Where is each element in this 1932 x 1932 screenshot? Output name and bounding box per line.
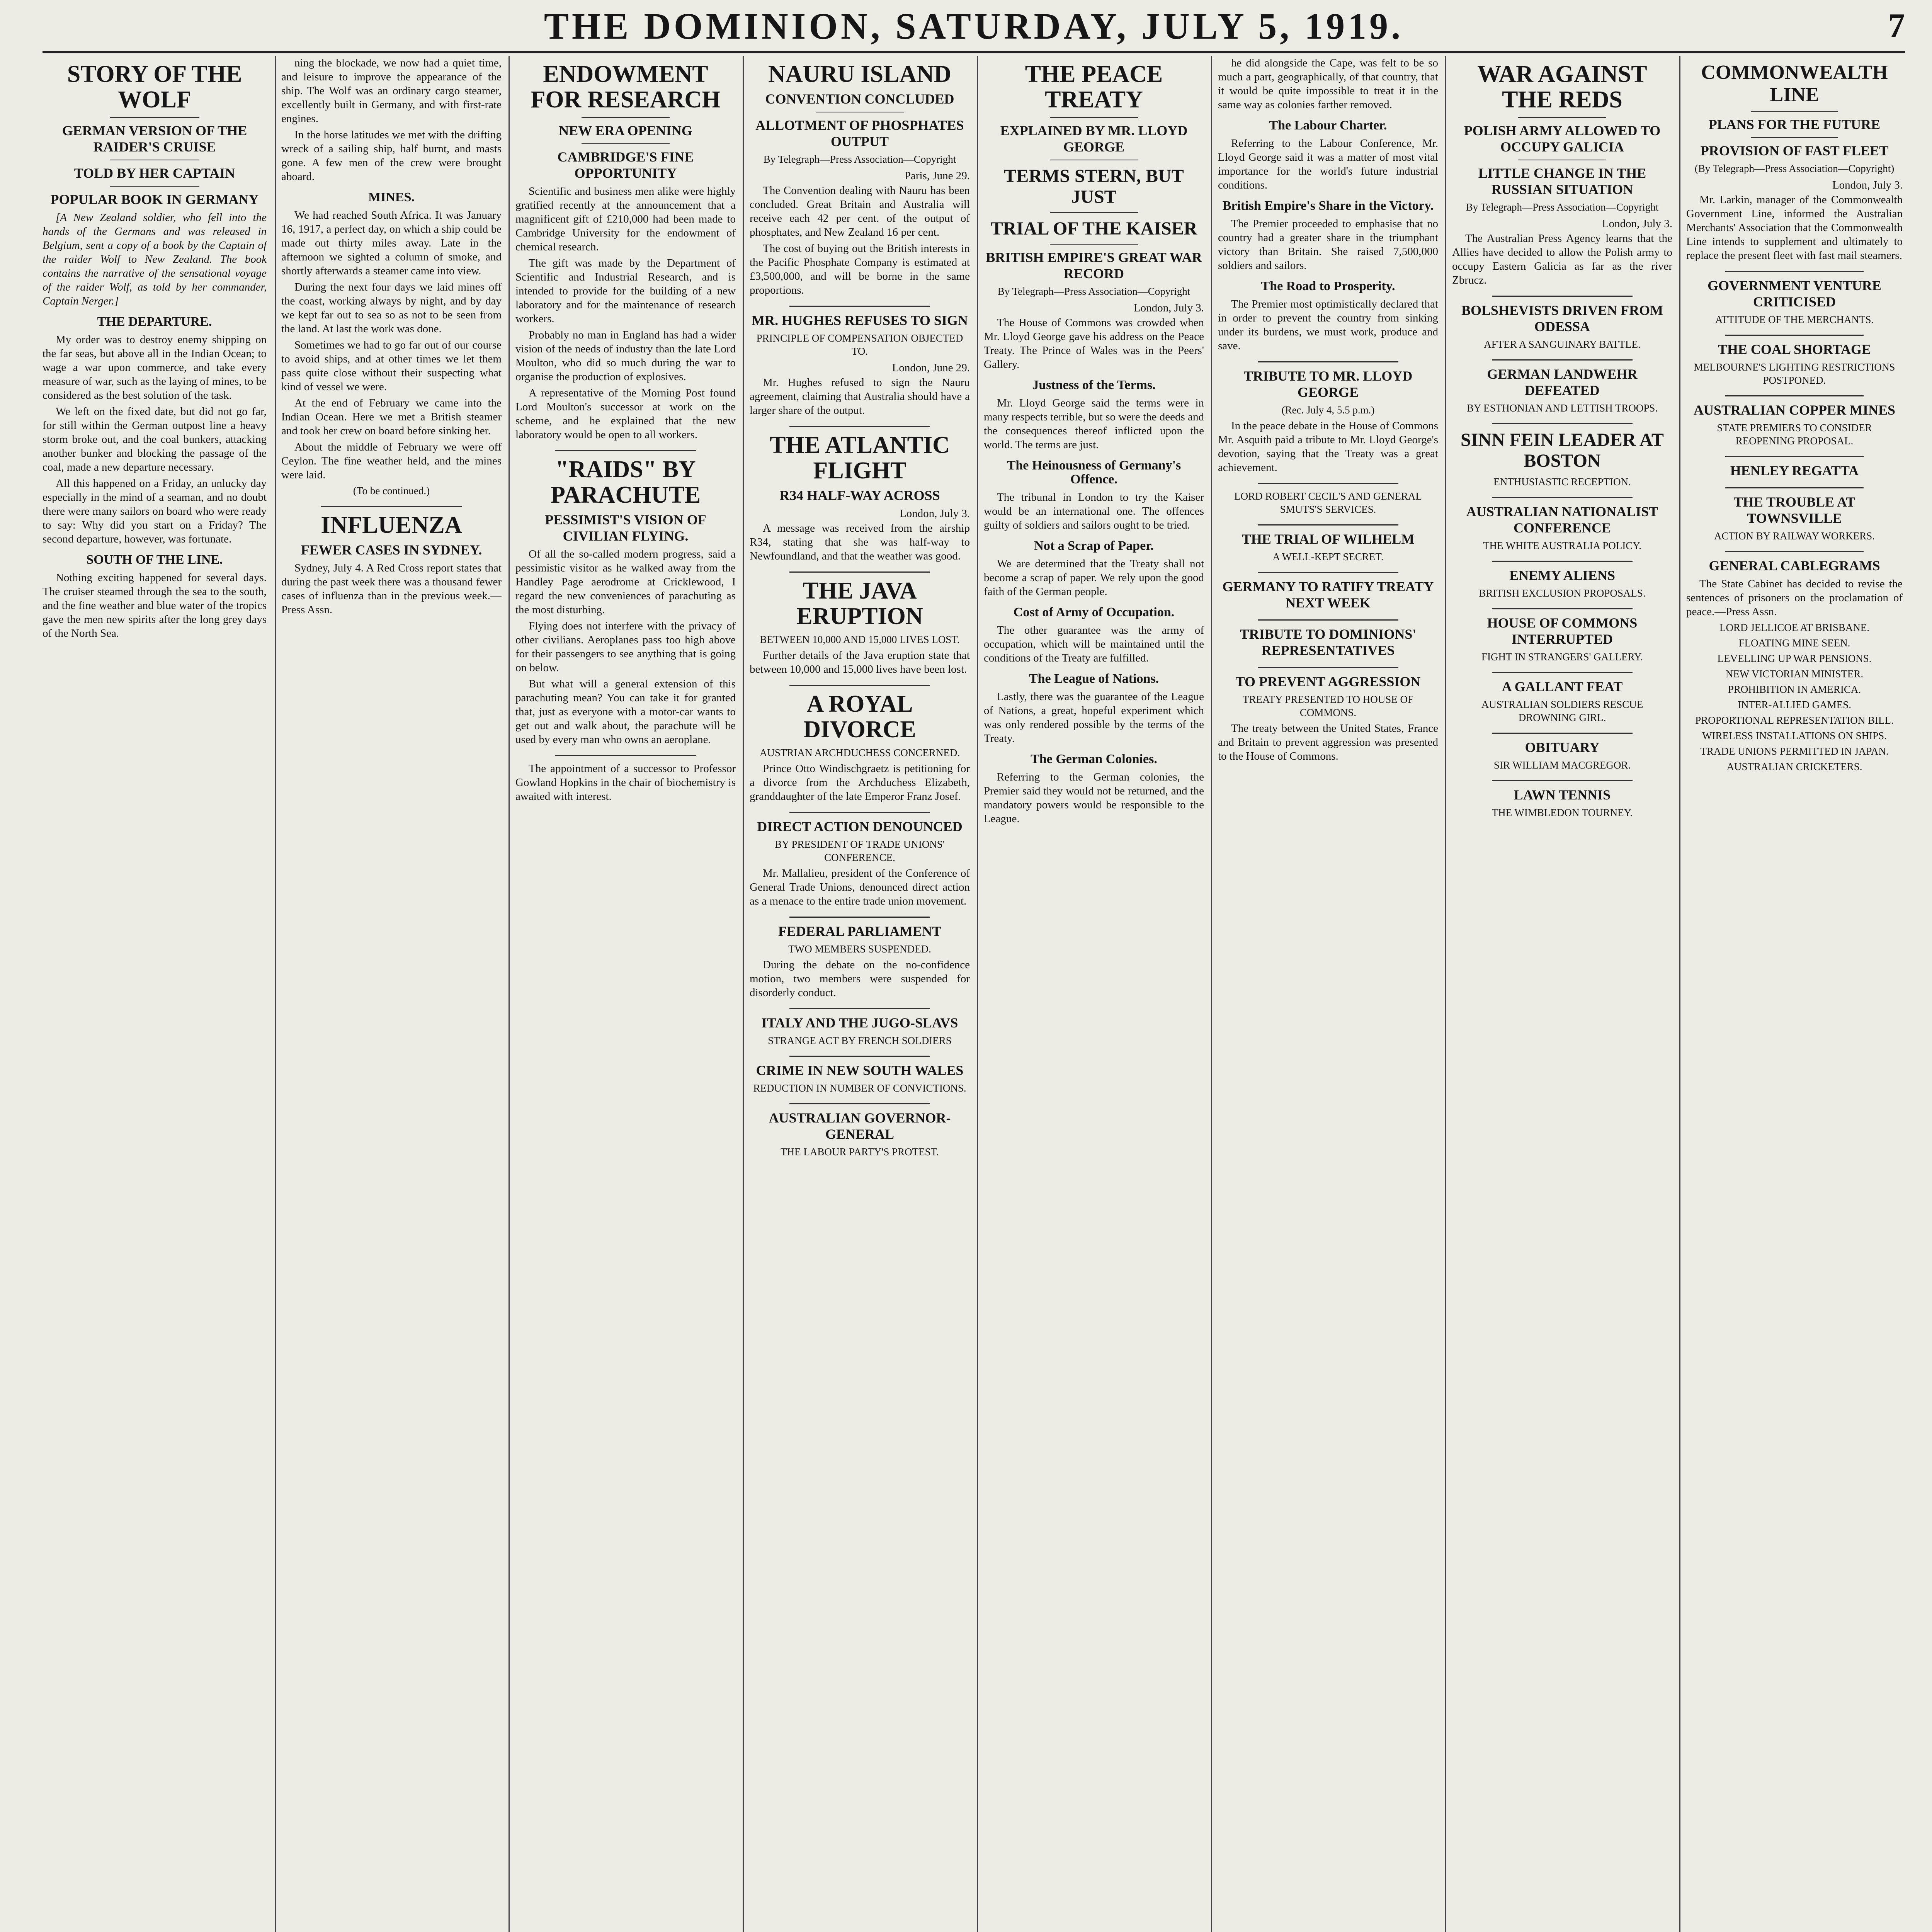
article-subheadline: TWO MEMBERS SUSPENDED. <box>788 943 931 955</box>
article-subheadline: EXPLAINED BY MR. LLOYD GEORGE <box>1000 123 1188 155</box>
column-rule <box>275 56 276 1932</box>
paragraph: Flying does not interfere with the privacy of other civilians. Aeroplanes pass too high above for their passengers to see anything that is going on below. <box>515 620 736 674</box>
divider <box>789 1056 930 1057</box>
article-headline: "RAIDS" BY PARACHUTE <box>550 456 701 508</box>
column-7 <box>1452 56 1672 1932</box>
article-subheadline: PLANS FOR THE FUTURE <box>1708 117 1881 132</box>
paragraph: My order was to destroy enemy shipping on the far seas, but above all in the Indian Ocean; to wage a war upon commerce, and take every measure of war, such as the laying of mines, to be considered as the best solution of the task. <box>43 333 267 401</box>
paragraph: A representative of the Morning Post found Lord Moulton's successor at work on the scheme, and he explained that the new laboratory would be open to all workers. <box>515 387 736 441</box>
divider <box>1258 667 1399 668</box>
article-headline: LAWN TENNIS <box>1514 787 1611 803</box>
article-headline: GERMAN LANDWEHR DEFEATED <box>1487 366 1638 398</box>
cable-heading: LORD JELLICOE AT BRISBANE. <box>1719 622 1870 633</box>
dateline: London, July 3. <box>899 507 970 520</box>
divider <box>1492 733 1633 734</box>
divider <box>1725 335 1864 336</box>
paragraph: A message was received from the airship R34, stating that she was half-way to Newfoundland, and that the weather was good. <box>750 522 970 562</box>
paragraph: Nothing exciting happened for several days. The cruiser steamed through the sea to the south, and the fine weather and blue water of the tropics gave the men new spirits after the long grey days of the North Sea. <box>43 571 267 639</box>
column-2 <box>281 56 502 1932</box>
article-subheadline: THE WIMBLEDON TOURNEY. <box>1492 807 1633 818</box>
column-8 <box>1686 56 1903 1932</box>
divider <box>1050 117 1138 118</box>
article-headline: HOUSE OF COMMONS INTERRUPTED <box>1487 615 1638 647</box>
paragraph: We had reached South Africa. It was January 16, 1917, a perfect day, on which a ship could be made out thirty miles away. Late in the afternoon we sighted a column of smoke, and shortly afterwards a steamer came into view. <box>281 209 502 277</box>
article-subheadline: BY PRESIDENT OF TRADE UNIONS' CONFERENCE. <box>775 838 945 863</box>
article-headline: INFLUENZA <box>321 512 462 538</box>
column-rule <box>743 56 744 1932</box>
article-headline: THE ATLANTIC FLIGHT <box>770 432 950 484</box>
article-subheadline: PESSIMIST'S VISION OF CIVILIAN FLYING. <box>545 512 706 544</box>
article-headline: BOLSHEVISTS DRIVEN FROM ODESSA <box>1461 303 1663 334</box>
column-rule <box>1211 56 1212 1932</box>
divider <box>582 117 670 118</box>
article-subheadline: CAMBRIDGE'S FINE OPPORTUNITY <box>557 149 694 181</box>
cable-heading: LEVELLING UP WAR PENSIONS. <box>1717 653 1872 664</box>
article-headline: OBITUARY <box>1525 740 1600 755</box>
paragraph: The tribunal in London to try the Kaiser would be an international one. The offences guilty of soldiers and sailors ought to be tried. <box>984 491 1204 531</box>
article-subheadline: STATE PREMIERS TO CONSIDER REOPENING PROPOSAL. <box>1717 422 1872 447</box>
article-subheadline: LORD ROBERT CECIL'S AND GENERAL SMUTS'S SERVICES. <box>1234 490 1422 515</box>
column-5 <box>984 56 1204 1932</box>
article-headline: FEDERAL PARLIAMENT <box>778 923 942 939</box>
divider <box>582 143 670 144</box>
article-subheadline: AUSTRIAN ARCHDUCHESS CONCERNED. <box>759 747 960 759</box>
divider <box>789 1103 930 1104</box>
divider <box>789 426 930 427</box>
article-subheadline: BRITISH EXCLUSION PROPOSALS. <box>1479 587 1646 599</box>
page-number: 7 <box>1888 7 1905 44</box>
dateline: London, July 3. <box>1832 179 1903 191</box>
paragraph: Scientific and business men alike were highly gratified recently at the announcement that a magnificent gift of £210,000 had been made to Cambridge University for the endowment of chemical research. <box>515 185 736 253</box>
article-subheadline: THE LABOUR PARTY'S PROTEST. <box>781 1146 939 1158</box>
dateline: London, July 3. <box>1133 302 1204 314</box>
article-headline: STORY OF THE WOLF <box>67 61 242 113</box>
section-heading: British Empire's Share in the Victory. <box>1222 199 1434 213</box>
section-heading: The Heinousness of Germany's Offence. <box>1007 458 1181 486</box>
article-headline: THE TROUBLE AT TOWNSVILLE <box>1733 494 1855 526</box>
article-headline: TERMS STERN, BUT JUST <box>1004 166 1184 207</box>
article-headline: GERMANY TO RATIFY TREATY NEXT WEEK <box>1222 579 1434 611</box>
article-subheadline: THE WHITE AUSTRALIA POLICY. <box>1483 540 1641 551</box>
divider <box>1492 561 1633 562</box>
article-headline: AUSTRALIAN COPPER MINES <box>1693 402 1896 418</box>
section-heading: Justness of the Terms. <box>1032 378 1156 392</box>
divider <box>1725 551 1864 552</box>
paragraph: The gift was made by the Department of Scientific and Industrial Research, and is intended to provide for the building of a new laboratory and for the maintenance of research workers. <box>515 257 736 325</box>
paragraph: The State Cabinet has decided to revise the sentences of prisoners on the proclamation of peace.—Press Assn. <box>1686 578 1903 618</box>
paragraph: Prince Otto Windischgraetz is petitioning for a divorce from the Archduchess Elizabeth, granddaughter of the late Emperor Franz Josef. <box>750 762 970 803</box>
divider <box>555 450 696 451</box>
divider <box>789 917 930 918</box>
paragraph: Mr. Mallalieu, president of the Conference of General Trade Unions, denounced direct action as a menace to the entire trade union movement. <box>750 867 970 907</box>
divider <box>1258 572 1399 573</box>
column-rule <box>977 56 978 1932</box>
article-subheadline: CONVENTION CONCLUDED <box>765 91 954 107</box>
article-headline: ENDOWMENT FOR RESEARCH <box>531 61 721 113</box>
article-headline: TRIAL OF THE KAISER <box>990 218 1197 239</box>
divider <box>1492 672 1633 673</box>
paragraph: During the next four days we laid mines off the coast, working always by night, and by day we kept far out to sea so as not to be seen from the land. At last the work was done. <box>281 281 502 335</box>
paragraph: The treaty between the United States, France and Britain to prevent aggression was presented to the House of Commons. <box>1218 722 1438 762</box>
divider <box>1518 117 1606 118</box>
article-subheadline: AFTER A SANGUINARY BATTLE. <box>1484 338 1641 350</box>
section-heading: Not a Scrap of Paper. <box>1034 539 1154 553</box>
divider <box>1725 395 1864 396</box>
article-headline: SINN FEIN LEADER AT BOSTON <box>1461 430 1664 471</box>
paragraph: The appointment of a successor to Professor Gowland Hopkins in the chair of biochemistry is awaited with interest. <box>515 762 736 803</box>
article-subheadline: FEWER CASES IN SYDNEY. <box>301 542 482 558</box>
paragraph: In the horse latitudes we met with the drifting wreck of a sailing ship, half burnt, and masts gone. A few men of the crew were brought aboard. <box>281 129 502 183</box>
section-heading: MINES. <box>368 190 415 204</box>
divider <box>1751 111 1838 112</box>
article-headline: TRIBUTE TO DOMINIONS' REPRESENTATIVES <box>1240 626 1417 658</box>
divider <box>1050 212 1138 213</box>
article-subheadline: ENTHUSIASTIC RECEPTION. <box>1493 476 1631 488</box>
article-headline: AUSTRALIAN GOVERNOR-GENERAL <box>769 1110 951 1142</box>
article-headline: HENLEY REGATTA <box>1730 463 1859 478</box>
divider <box>110 117 199 118</box>
paragraph: About the middle of February we were off Ceylon. The fine weather held, and the mines were laid. <box>281 441 502 481</box>
divider <box>789 685 930 686</box>
article-subheadline: STRANGE ACT BY FRENCH SOLDIERS <box>768 1035 952 1046</box>
article-subheadline: MELBOURNE'S LIGHTING RESTRICTIONS POSTPONED. <box>1694 361 1895 386</box>
article-subheadline: TREATY PRESENTED TO HOUSE OF COMMONS. <box>1242 694 1414 718</box>
article-headline: THE COAL SHORTAGE <box>1718 342 1871 357</box>
column-rule <box>509 56 510 1932</box>
article-subheadline: SIR WILLIAM MACGREGOR. <box>1493 759 1631 771</box>
paragraph: ning the blockade, we now had a quiet time, and leisure to improve the appearance of the ship. The Wolf was an ordinary cargo steamer, excellently built in Germany, and with first-rate engines. <box>281 57 502 125</box>
article-headline: NAURU ISLAND <box>768 61 951 87</box>
article-headline: TO PREVENT AGGRESSION <box>1235 674 1421 689</box>
paragraph: Mr. Larkin, manager of the Commonwealth Government Line, informed the Australian Merchants' Association that the Commonwealth Line intends to supplement and ultimately to replace the present fleet with fast mail steamers. <box>1686 194 1903 262</box>
section-heading: THE DEPARTURE. <box>97 315 212 329</box>
article-subheadline: REDUCTION IN NUMBER OF CONVICTIONS. <box>753 1082 966 1094</box>
divider <box>789 306 930 307</box>
cable-heading: NEW VICTORIAN MINISTER. <box>1725 668 1864 680</box>
divider <box>1258 483 1399 484</box>
byline: By Telegraph—Press Association—Copyright <box>763 153 956 165</box>
divider <box>1258 619 1399 621</box>
article-headline: MR. HUGHES REFUSES TO SIGN <box>752 313 968 328</box>
column-rule <box>1679 56 1680 1932</box>
article-headline: LITTLE CHANGE IN THE RUSSIAN SITUATION <box>1478 165 1646 197</box>
cable-heading: TRADE UNIONS PERMITTED IN JAPAN. <box>1700 745 1889 757</box>
paragraph: Further details of the Java eruption state that between 10,000 and 15,000 lives have been lost. <box>750 649 970 675</box>
article-subheadline: POLISH ARMY ALLOWED TO OCCUPY GALICIA <box>1464 123 1661 155</box>
paragraph: The House of Commons was crowded when Mr. Lloyd George gave his address on the Peace Treaty. The Prince of Wales was in the Peers' Gallery. <box>984 316 1204 371</box>
byline: By Telegraph—Press Association—Copyright <box>1466 201 1659 213</box>
article-headline: CRIME IN NEW SOUTH WALES <box>756 1063 964 1078</box>
dateline: London, July 3. <box>1602 218 1672 230</box>
paragraph: But what will a general extension of this parachuting mean? You can take it for granted that, just as everyone with a motor-car wants to get out and walk about, the parachute will be used by every man who owns an aeroplane. <box>515 678 736 746</box>
divider <box>1492 780 1633 781</box>
article-headline: AUSTRALIAN NATIONALIST CONFERENCE <box>1466 504 1658 536</box>
dateline: (Rec. July 4, 5.5 p.m.) <box>1281 404 1375 416</box>
paragraph: At the end of February we came into the Indian Ocean. Here we met a British steamer and took her crew on board before sinking her. <box>281 397 502 437</box>
cable-heading: PROPORTIONAL REPRESENTATION BILL. <box>1695 714 1894 726</box>
masthead-title: THE DOMINION, SATURDAY, JULY 5, 1919. <box>544 5 1404 47</box>
article-subheadline: ACTION BY RAILWAY WORKERS. <box>1714 530 1875 542</box>
divider <box>789 812 930 813</box>
paragraph: he did alongside the Cape, was felt to be so much a part, geographically, of that country, that it would be quite impossible to treat it in the same way as colonies farther removed. <box>1218 57 1438 111</box>
paragraph: We are determined that the Treaty shall not become a scrap of paper. We rely upon the good faith of the German people. <box>984 558 1204 598</box>
section-heading: SOUTH OF THE LINE. <box>86 553 223 567</box>
column-3 <box>515 56 736 1932</box>
article-headline: GENERAL CABLEGRAMS <box>1709 558 1880 573</box>
paragraph: The Convention dealing with Nauru has been concluded. Great Britain and Australia will receive each 42 per cent. of the output of phosphates, and New Zealand 16 per cent. <box>750 184 970 238</box>
byline: (By Telegraph—Press Association—Copyright) <box>1694 163 1895 174</box>
article-headline: ITALY AND THE JUGO-SLAVS <box>761 1015 958 1031</box>
paragraph: The other guarantee was the army of occupation, which will be maintained until the conditions of the Treaty are fulfilled. <box>984 624 1204 664</box>
section-heading: The Road to Prosperity. <box>1261 279 1395 293</box>
article-subheadline: GERMAN VERSION OF THE RAIDER'S CRUISE <box>62 123 247 155</box>
divider <box>1492 423 1633 424</box>
paragraph: The Premier most optimistically declared that in order to prevent the country from sinking under its burdens, we must work, produce and save. <box>1218 298 1438 352</box>
article-subheadline: FIGHT IN STRANGERS' GALLERY. <box>1481 651 1643 663</box>
article-subheadline: R34 HALF-WAY ACROSS <box>779 488 940 503</box>
cable-heading: INTER-ALLIED GAMES. <box>1738 699 1851 711</box>
divider <box>1492 497 1633 498</box>
paragraph: During the debate on the no-confidence motion, two members were suspended for disorderly conduct. <box>750 959 970 999</box>
paragraph: Sydney, July 4. A Red Cross report states that during the past week there was a thousand fewer cases of influenza than in the previous week.—Press Assn. <box>281 562 502 616</box>
article-subheadline: NEW ERA OPENING <box>559 123 692 138</box>
divider <box>1492 359 1633 361</box>
paragraph: The Australian Press Agency learns that the Allies have decided to allow the Polish army to occupy Eastern Galicia as far as the river Zbrucz. <box>1452 232 1672 286</box>
dateline: Paris, June 29. <box>904 170 970 182</box>
divider <box>1751 137 1838 138</box>
article-headline: THE PEACE TREATY <box>1025 61 1163 113</box>
paragraph: Lastly, there was the guarantee of the League of Nations, a great, hopeful experiment which was only rendered possible by the terms of the Treaty. <box>984 690 1204 745</box>
divider <box>789 571 930 573</box>
article-subheadline: ALLOTMENT OF PHOSPHATES OUTPUT <box>755 117 964 149</box>
section-heading: Cost of Army of Occupation. <box>1013 605 1175 619</box>
article-headline: WAR AGAINST THE REDS <box>1477 61 1647 113</box>
divider <box>555 755 696 756</box>
paragraph: The cost of buying out the British interests in the Pacific Phosphate Company is estimated at £3,500,000, and will be borne in the same proportions. <box>750 242 970 296</box>
article-headline: THE TRIAL OF WILHELM <box>1242 531 1415 547</box>
divider <box>321 506 462 507</box>
divider <box>1492 608 1633 609</box>
divider <box>110 186 199 187</box>
paragraph: Probably no man in England has had a wider vision of the needs of industry than the late Lord Moulton, who did so much during the war to organise the production of explosives. <box>515 329 736 383</box>
section-heading: The League of Nations. <box>1029 672 1159 686</box>
article-headline: ENEMY ALIENS <box>1509 568 1615 583</box>
paragraph: Sometimes we had to go far out of our course to avoid ships, and at other times we let them pass quite close without their suspecting what kind of vessel we were. <box>281 339 502 393</box>
section-heading: The German Colonies. <box>1031 752 1157 766</box>
paragraph: We left on the fixed date, but did not go far, for still within the German outpost line a heavy storm broke out, and the coal bunkers, attacking another bunker and blocking the passage of the coal, made a new departure necessary. <box>43 405 267 473</box>
article-subheadline: POPULAR BOOK IN GERMANY <box>50 192 259 207</box>
column-4 <box>750 56 970 1932</box>
cable-heading: PROHIBITION IN AMERICA. <box>1728 684 1861 695</box>
divider <box>1725 456 1864 457</box>
cable-heading: FLOATING MINE SEEN. <box>1738 637 1850 649</box>
byline: By Telegraph—Press Association—Copyright <box>997 286 1190 297</box>
article-subheadline: TOLD BY HER CAPTAIN <box>74 165 235 181</box>
article-headline: COMMONWEALTH LINE <box>1701 61 1888 106</box>
paragraph: All this happened on a Friday, an unlucky day especially in the mind of a seaman, and no doubt there were many sailors on board who were ready to say: Why did you start on a Friday? The second departure, however, was fortunate. <box>43 477 267 545</box>
article-subheadline: ATTITUDE OF THE MERCHANTS. <box>1715 314 1874 325</box>
paragraph: In the peace debate in the House of Commons Mr. Asquith paid a tribute to Mr. Lloyd George's devotion, saying that the Treaty was a great achievement. <box>1218 420 1438 474</box>
paragraph: Mr. Lloyd George said the terms were in many respects terrible, but so were the deeds and the consequences thereof inflicted upon the world. The terms are just. <box>984 397 1204 451</box>
column-rule <box>1445 56 1446 1932</box>
divider <box>789 1008 930 1009</box>
section-heading: The Labour Charter. <box>1269 118 1387 133</box>
column-6 <box>1218 56 1438 1932</box>
article-subheadline: AUSTRALIAN SOLDIERS RESCUE DROWNING GIRL. <box>1481 699 1643 723</box>
divider <box>1258 524 1399 526</box>
article-subheadline: BY ESTHONIAN AND LETTISH TROOPS. <box>1466 402 1658 414</box>
article-headline: PROVISION OF FAST FLEET <box>1700 143 1889 158</box>
cable-heading: AUSTRALIAN CRICKETERS. <box>1726 761 1862 772</box>
article-headline: GOVERNMENT VENTURE CRITICISED <box>1708 278 1881 310</box>
article-subheadline: BETWEEN 10,000 AND 15,000 LIVES LOST. <box>760 634 960 645</box>
paragraph: Mr. Hughes refused to sign the Nauru agreement, claiming that Australia should have a larger share of the output. <box>750 376 970 417</box>
divider <box>1725 487 1864 488</box>
article-headline: A GALLANT FEAT <box>1502 679 1623 694</box>
article-headline: THE JAVA ERUPTION <box>796 578 923 629</box>
divider <box>1725 271 1864 272</box>
masthead <box>43 5 1905 53</box>
paragraph: Referring to the Labour Conference, Mr. Lloyd George said it was a matter of most vital importance for the world's future industrial conditions. <box>1218 137 1438 191</box>
article-subheadline: BRITISH EMPIRE'S GREAT WAR RECORD <box>986 250 1202 281</box>
divider <box>1492 296 1633 297</box>
article-subheadline: PRINCIPLE OF COMPENSATION OBJECTED TO. <box>756 332 963 357</box>
article-headline: A ROYAL DIVORCE <box>803 691 916 743</box>
article-intro: [A New Zealand soldier, who fell into the hands of the Germans and was released in Belgium, sent a copy of a book by the Captain of the raider Wolf to New Zealand. The book contains the narrative of the sensational voyage of the raider Wolf, as told by her commander, Captain Nerger.] <box>43 211 267 307</box>
column-1 <box>43 56 267 1932</box>
paragraph: Of all the so-called modern progress, said a pessimistic visitor as he walked away from the Handley Page aerodrome at Cricklewood, I regard the new conveniences of parachuting as the most disturbing. <box>515 548 736 616</box>
article-subheadline: A WELL-KEPT SECRET. <box>1272 551 1384 563</box>
article-headline: TRIBUTE TO MR. LLOYD GEORGE <box>1243 368 1413 400</box>
cable-heading: WIRELESS INSTALLATIONS ON SHIPS. <box>1702 730 1887 742</box>
article-headline: DIRECT ACTION DENOUNCED <box>757 819 963 834</box>
paragraph: The Premier proceeded to emphasise that no country had a greater share in the triumphant victory than Britain. She raised 7,500,000 soldiers and sailors. <box>1218 218 1438 272</box>
divider <box>1258 361 1399 362</box>
dateline: London, June 29. <box>892 362 970 374</box>
paragraph: Referring to the German colonies, the Premier said they would not be returned, and the mandatory powers would be responsible to the League. <box>984 771 1204 825</box>
divider <box>1050 244 1138 245</box>
continued-note: (To be continued.) <box>353 485 430 497</box>
